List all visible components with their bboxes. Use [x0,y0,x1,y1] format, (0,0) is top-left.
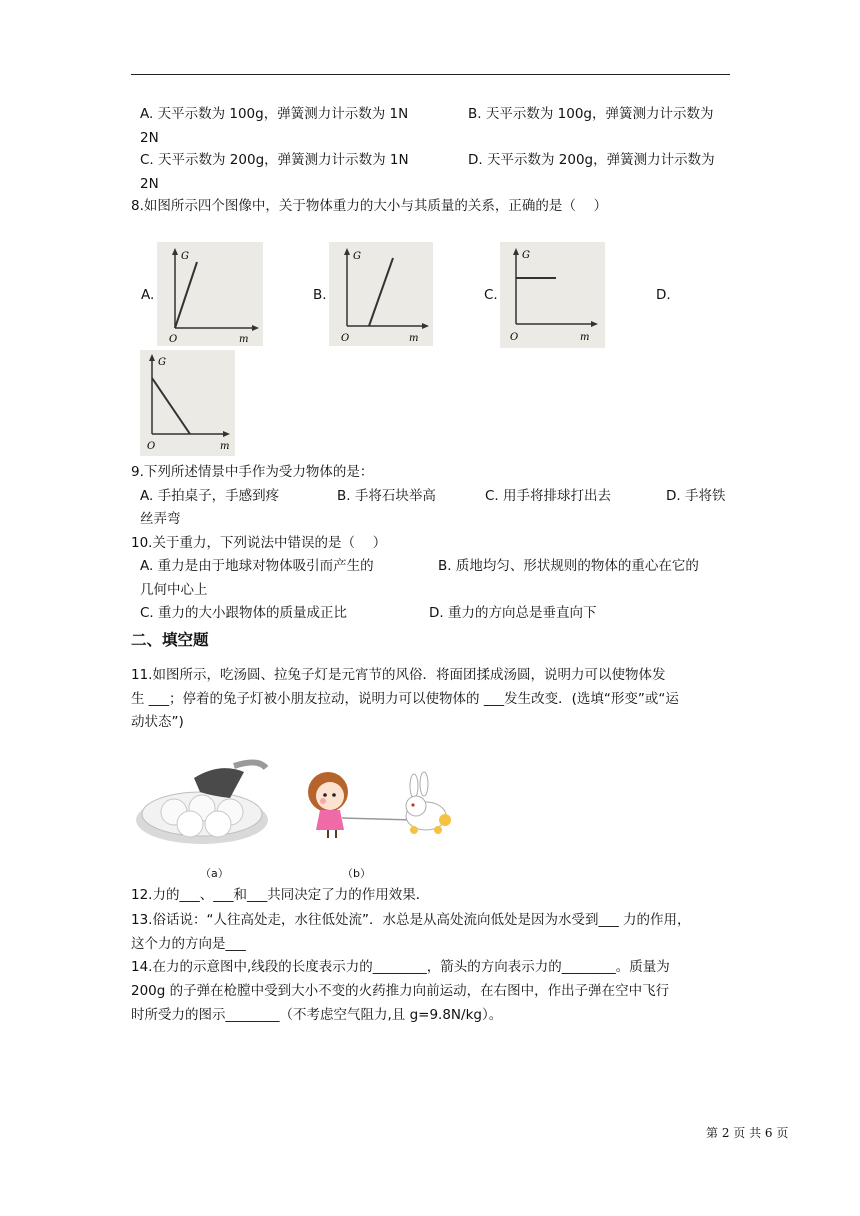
header-rule [131,74,730,75]
q10-option-d: D. 重力的方向总是垂直向下 [429,605,597,621]
q10-option-b-cont: 几何中心上 [140,582,208,598]
q8-label-c: C. [484,287,498,303]
graph-a-axis-m: m [239,334,249,345]
q7-option-b: B. 天平示数为 100g，弹簧测力计示数为 [468,106,714,122]
tangyuan-photo [134,758,270,844]
q12-text: 12.力的___、___和___共同决定了力的作用效果． [131,887,430,903]
graph-b-axis-m: m [409,333,419,344]
q9-option-d: D. 手将铁 [666,488,726,504]
q8-stem: 8.如图所示四个图像中，关于物体重力的大小与其质量的关系，正确的是（ ） [131,198,608,214]
q9-option-b: B. 手将石块举高 [337,488,436,504]
graph-d-axis-m: m [220,441,230,452]
q14-line-3: 时所受力的图示________（不考虑空气阻力,且 g=9.8N/kg）。 [131,1007,503,1023]
q10-stem: 10.关于重力，下列说法中错误的是（ ） [131,535,387,551]
caption-a: （a） [200,867,229,880]
q7-option-a: A. 天平示数为 100g，弹簧测力计示数为 1N [140,106,409,122]
graph-a [157,242,263,346]
q9-option-a: A. 手拍桌子，手感到疼 [140,488,280,504]
q11-line-1: 11.如图所示，吃汤圆、拉兔子灯是元宵节的风俗．将面团揉成汤圆，说明力可以使物体发 [131,667,666,683]
q10-option-b: B. 质地均匀、形状规则的物体的重心在它的 [438,558,699,574]
q13-line-1: 13.俗话说：“人往高处走，水往低处流”．水总是从高处流向低处是因为水受到___ 力的作用， [131,912,691,928]
q11-line-3: 动状态”) [131,714,184,730]
q9-option-c: C. 用手将排球打出去 [485,488,612,504]
graph-c-origin: O [510,332,519,343]
graph-b-origin: O [341,333,350,344]
graph-d-origin: O [147,441,156,452]
q7-option-c: C. 天平示数为 200g，弹簧测力计示数为 1N [140,152,409,168]
q14-line-2: 200g 的子弹在枪膛中受到大小不变的火药推力向前运动，在右图中，作出子弹在空中飞行 [131,983,670,999]
q14-line-1: 14.在力的示意图中,线段的长度表示力的________，箭头的方向表示力的________。质量为 [131,959,670,975]
q9-option-d-cont: 丝弄弯 [140,511,181,527]
section-title: 二、填空题 [131,631,209,649]
q7-option-d-cont: 2N [140,176,159,192]
graph-b [329,242,433,346]
graph-d [140,350,235,456]
q9-stem: 9.下列所述情景中手作为受力物体的是： [131,464,374,480]
graph-d-axis-g: G [158,357,166,368]
graph-a-axis-g: G [181,251,189,262]
q10-option-a: A. 重力是由于地球对物体吸引而产生的 [140,558,374,574]
caption-b: （b） [342,867,371,880]
q11-line-2: 生 ___；停着的兔子灯被小朋友拉动，说明力可以使物体的 ___发生改变．(选填“形变”或“运 [131,691,679,707]
q7-option-d: D. 天平示数为 200g，弹簧测力计示数为 [468,152,715,168]
q13-line-2: 这个力的方向是___ [131,936,246,952]
graph-c [500,242,605,348]
q10-option-c: C. 重力的大小跟物体的质量成正比 [140,605,348,621]
q8-label-a: A. [141,287,155,303]
rabbit-lantern-photo [302,768,458,840]
graph-c-axis-g: G [522,250,530,261]
q8-label-b: B. [313,287,327,303]
graph-c-axis-m: m [580,332,590,343]
graph-b-axis-g: G [353,251,361,262]
q7-option-b-cont: 2N [140,130,159,146]
graph-a-origin: O [169,334,178,345]
page-number: 第 2 页 共 6 页 [706,1126,789,1140]
q8-label-d: D. [656,287,671,303]
